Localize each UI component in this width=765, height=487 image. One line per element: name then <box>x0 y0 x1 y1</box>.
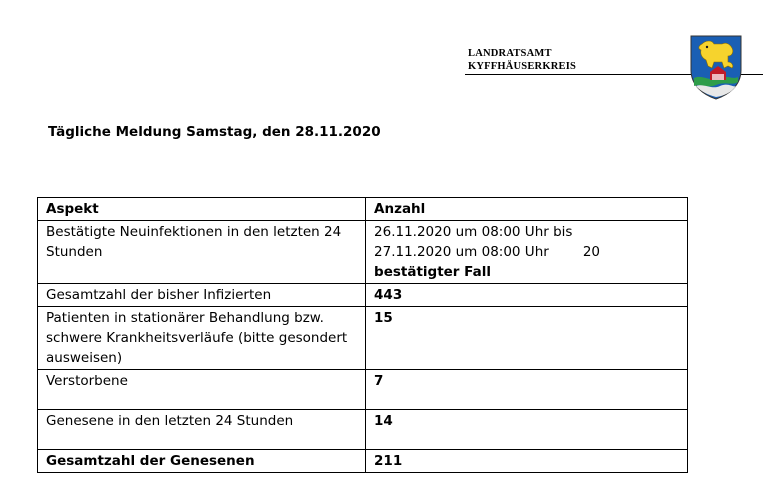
header-aspect: Aspekt <box>38 198 366 221</box>
row-value: 14 <box>366 410 688 450</box>
letterhead-line-2: KYFFHÄUSERKREIS <box>468 61 577 72</box>
value-period-start: 26.11.2020 um 08:00 Uhr bis <box>374 224 573 240</box>
row-aspect: Gesamtzahl der bisher Infizierten <box>38 284 366 307</box>
letterhead-line-1: LANDRATSAMT <box>468 48 552 59</box>
table-row <box>38 307 688 370</box>
row-aspect: Genesene in den letzten 24 Stunden <box>38 410 366 450</box>
row-aspect: Bestätigte Neuinfektionen in den letzten 24 Stunden <box>38 221 366 284</box>
row-value: 15 <box>366 307 688 370</box>
value-period-end-text: 27.11.2020 um 08:00 Uhr <box>374 244 549 260</box>
report-table <box>37 197 688 473</box>
row-value <box>366 221 688 284</box>
value-note: bestätigter Fall <box>374 264 491 280</box>
value-count: 20 <box>582 244 600 260</box>
table-header-row <box>38 198 688 221</box>
row-value: 7 <box>366 370 688 410</box>
table-row <box>38 410 688 450</box>
row-aspect: Verstorbene <box>38 370 366 410</box>
page-title: Tägliche Meldung Samstag, den 28.11.2020 <box>48 124 381 140</box>
header-count: Anzahl <box>366 198 688 221</box>
table-row <box>38 221 688 284</box>
row-value: 443 <box>366 284 688 307</box>
row-aspect: Patienten in stationärer Behandlung bzw. schwere Krankheitsverläufe (bitte gesondert ausweisen) <box>38 307 366 370</box>
value-period-end <box>374 242 680 262</box>
row-aspect: Gesamtzahl der Genesenen <box>38 450 366 473</box>
coat-of-arms-icon <box>688 34 744 100</box>
row-value: 211 <box>366 450 688 473</box>
table-row <box>38 284 688 307</box>
table-row <box>38 370 688 410</box>
table-row <box>38 450 688 473</box>
letterhead <box>468 47 576 73</box>
